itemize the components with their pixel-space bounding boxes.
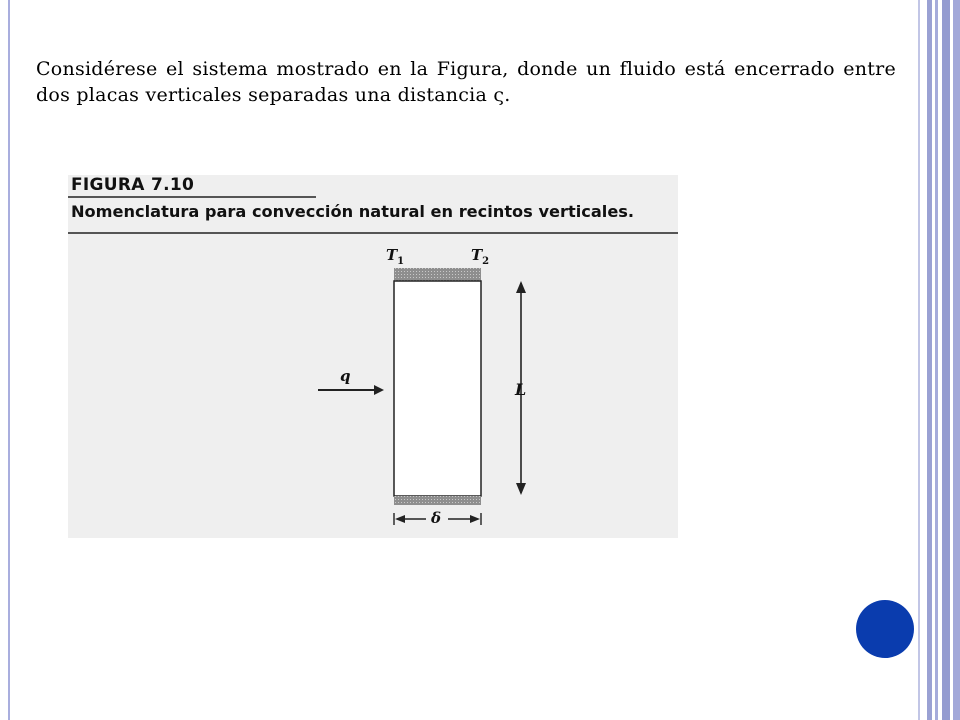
- right-decorative-bars: [918, 0, 960, 720]
- heat-arrow-head: [374, 385, 384, 395]
- label-heat-flux: q: [340, 367, 351, 385]
- figure-caption: Nomenclatura para convección natural en recintos verticales.: [71, 202, 635, 221]
- decor-bar: [927, 0, 932, 720]
- t1-subscript: 1: [397, 256, 405, 267]
- t2-letter: T: [471, 246, 483, 264]
- height-arrow-top: [516, 281, 526, 293]
- t1-letter: T: [386, 246, 398, 264]
- enclosure-box: [394, 281, 481, 496]
- left-border-rule: [8, 0, 10, 720]
- nav-circle-button[interactable]: [856, 600, 914, 658]
- enclosure-diagram: [68, 175, 678, 538]
- label-height: L: [515, 380, 527, 399]
- slide-paragraph: Considérese el sistema mostrado en la Figura, donde un fluido está encerrado entre dos placas verticales separadas una distancia ς.: [36, 58, 896, 106]
- figure-label: FIGURA 7.10: [71, 175, 195, 195]
- decor-bar: [918, 0, 920, 720]
- decor-bar: [953, 0, 960, 720]
- gap-arrow-right: [470, 515, 480, 523]
- label-t1: [386, 248, 404, 267]
- label-gap: δ: [431, 509, 442, 527]
- t2-subscript: 2: [482, 256, 490, 267]
- gap-arrow-left: [395, 515, 405, 523]
- figure-scan: [68, 175, 678, 538]
- height-arrow-bottom: [516, 483, 526, 495]
- decor-bar: [935, 0, 938, 720]
- label-t2: [471, 248, 489, 267]
- decor-bar: [942, 0, 950, 720]
- top-plate: [394, 268, 481, 281]
- bottom-plate: [394, 496, 481, 505]
